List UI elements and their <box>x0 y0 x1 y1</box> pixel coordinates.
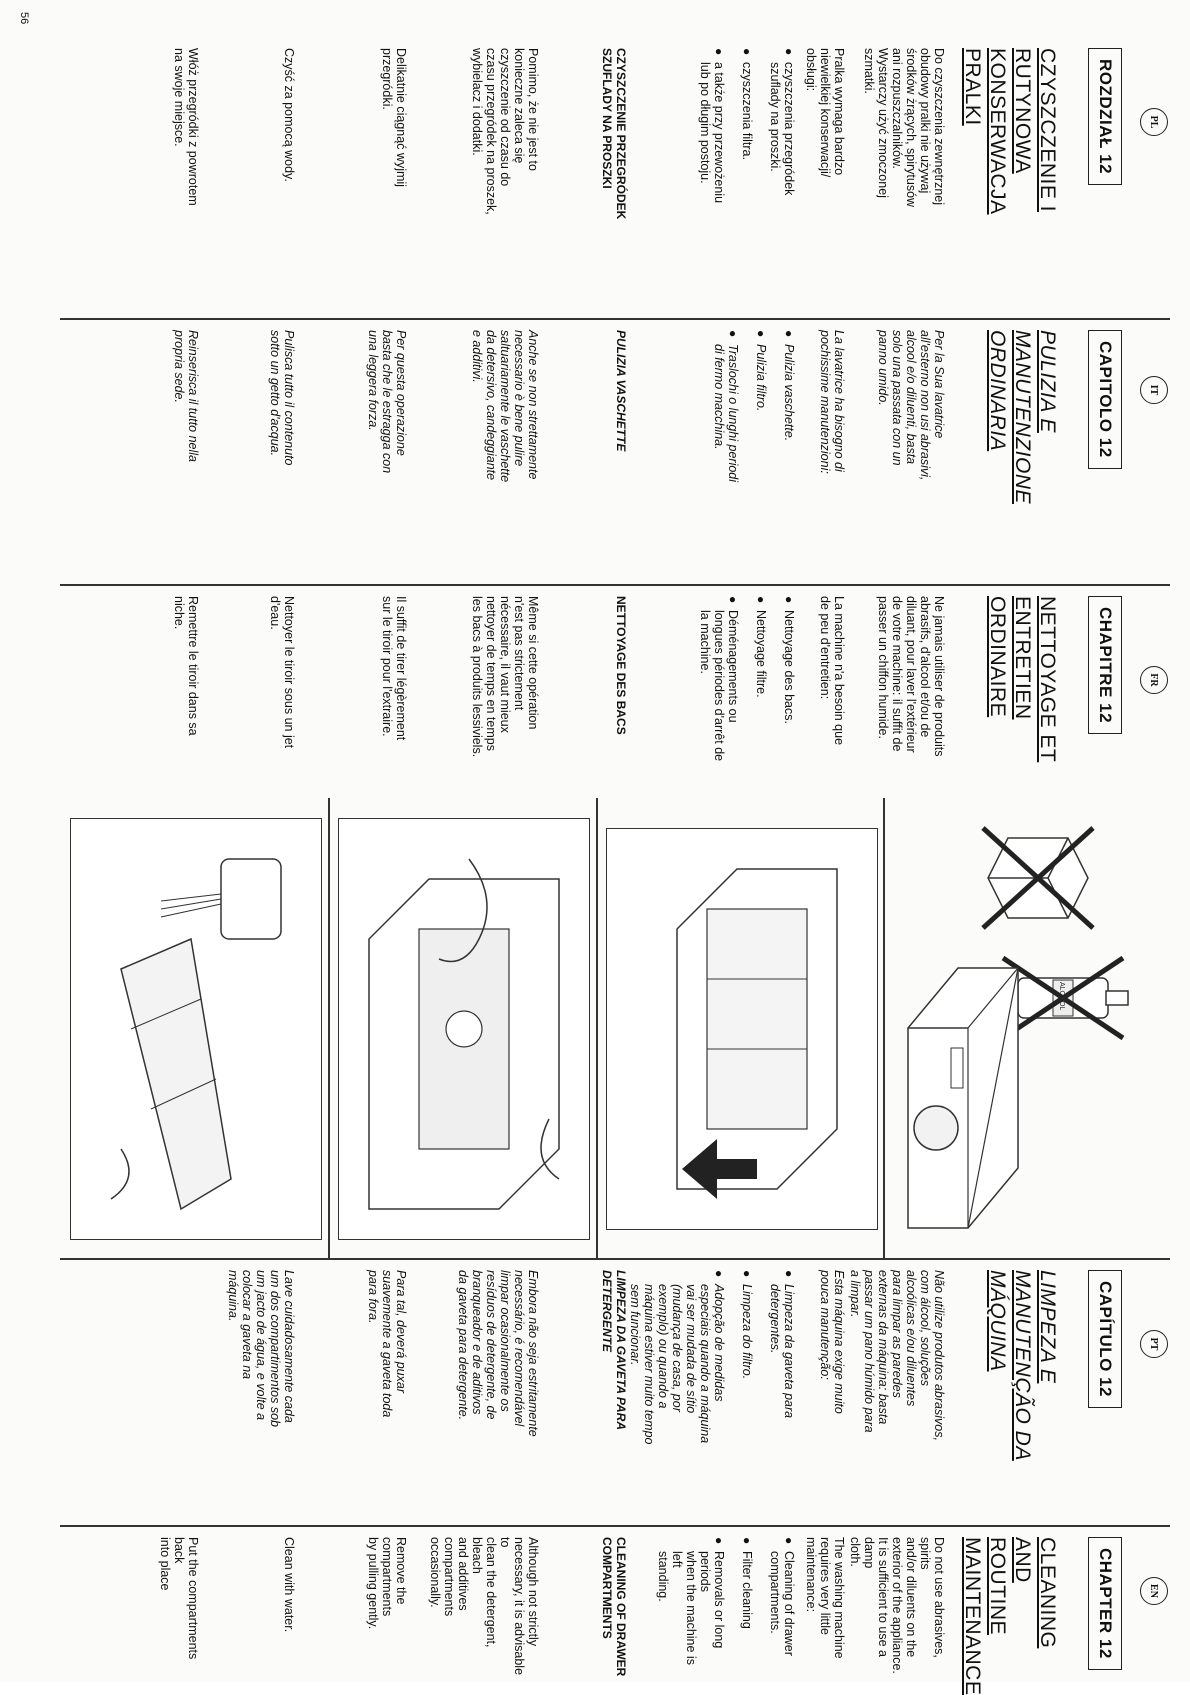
chapter-title: CZYSZCZENIE I RUTYNOWA KONSERWACJA PRALKI <box>961 48 1059 215</box>
paragraph: Włóż przegródki z powrotem na swoje miejsce. <box>172 48 200 206</box>
rinse-illustration <box>70 818 322 1240</box>
paragraph: Lave cuidadosamente cada um dos compartimentos sob um jacto de água, e volte a colocar a gaveta na máquina. <box>226 1270 296 1428</box>
list-item: ● a także przy przewożeniu lub po długim postoju. <box>698 48 726 203</box>
list-item: ● Déménagements ou longues périodes d'arrêt de la machine. <box>698 596 740 761</box>
chapter-title: NETTOYAGE ET ENTRETIEN ORDINAIRE <box>986 596 1059 763</box>
list-item: ● Pulizia vaschette. <box>782 330 796 482</box>
divider <box>329 798 331 1258</box>
language-badge: EN <box>1140 1577 1168 1605</box>
section-heading: NETTOYAGE DES BACS <box>614 596 628 735</box>
intro-text: Ne jamais utiliser de produits abrasifs, d'alcool et/ou de diluant, pour laver l'extérieur de votre machine: il suffit de passer un chiffon humide. <box>876 596 946 757</box>
paragraph: Pomimo, że nie jest to konieczne zaleca się czyszczenie od czasu do czasu przegródek na proszek, wybielacz i dodatki. <box>470 48 540 215</box>
list-item: ● Cleaning of drawer compartments. <box>768 1537 796 1677</box>
paragraph: Remove the compartments by pulling gently. <box>366 1537 408 1630</box>
list-item: ● czyszczenia przegródek szuflady na proszki. <box>768 48 796 203</box>
list-item: ● Limpeza do filtro. <box>740 1270 754 1445</box>
list-item: ● Nettoyage filtre. <box>754 596 768 761</box>
maintenance-list <box>614 1270 796 1445</box>
chapter-label: CAPITOLO 12 <box>1088 330 1122 469</box>
maintenance-list <box>684 48 796 203</box>
list-item: ● Limpeza da gaveta para detergentes. <box>768 1270 796 1445</box>
column-en <box>28 1537 1168 1695</box>
column-fr <box>28 596 1168 796</box>
paragraph: Même si cette opération n'est pas strictement nécessaire, il vaut mieux nettoyer de temps en temps les bacs à produits lessiviels. <box>470 596 540 758</box>
paragraph: Il suffit de tirer légèrement sur le tiroir pour l'extraire. <box>380 596 408 741</box>
remove-compartments-illustration <box>338 818 590 1240</box>
column-divider <box>60 1258 1170 1260</box>
intro-text: Per la Sua lavatrice all'esterno non usi abrasivi, alcool e/o diluenti, basta solo una passata con un panno umido. <box>876 330 946 481</box>
column-pl <box>28 48 1168 308</box>
list-item: ● Removals or long periods when the machine is left standing. <box>656 1537 726 1677</box>
chapter-title: PULIZIA E MANUTENZIONE ORDINARIA <box>986 330 1059 504</box>
chapter-title: CLEANING AND ROUTINE MAINTENANCE <box>961 1537 1059 1695</box>
intro-text: Não utilize produtos abrasivos, com álcool, soluções alcoólicas e/ou diluentes para limpar as paredes externas da máquina: basta passar um pano húmido para a limpar. <box>848 1270 946 1441</box>
list-item: ● Pulizia filtro. <box>754 330 768 482</box>
paragraph: Para tal, deverá puxar suavemente a gaveta toda para fora. <box>366 1270 408 1418</box>
maintenance-list <box>698 330 796 482</box>
paragraph: Embora não seja estritamente necessário, é recomendável limpar ocasionalmente os resíduos de detergente, de branqueador e de aditivos da gaveta para detergente. <box>456 1270 540 1437</box>
maintenance-needs: Pralka wymaga bardzo niewielkiej konserwacji/ obsługi: <box>804 48 846 178</box>
paragraph: Clean with water. <box>282 1537 296 1633</box>
alcohol-bottle-icon <box>1003 958 1128 1038</box>
section-heading: LIMPEZA DA GAVETA PARA DETERGENTE <box>600 1270 628 1430</box>
maintenance-needs: Esta máquina exige muito pouca manutenção: <box>818 1270 846 1414</box>
chapter-label: ROZDZIAŁ 12 <box>1088 48 1122 185</box>
divider <box>884 798 886 1258</box>
warning-illustration <box>898 808 1168 1248</box>
list-item: ● Traslochi o lunghi periodi di fermo macchina. <box>712 330 740 482</box>
list-item: ● Nettoyage des bacs. <box>782 596 796 761</box>
paragraph: Anche se non strettamente necessario è bene pulire saltuariamente le vaschette da detersivo, candeggiante e additivi. <box>470 330 540 483</box>
intro-text: Do not use abrasives, spirits and/or diluents on the exterior of the appliance. It is sufficient to use a damp cloth. <box>848 1537 946 1674</box>
tap-icon <box>221 859 281 939</box>
chapter-label: CHAPTER 12 <box>1088 1537 1122 1670</box>
paragraph: Remettre le tiroir dans sa niche. <box>172 596 200 736</box>
paragraph: Reinserisca il tutto nella propria sede. <box>172 330 200 463</box>
paragraph: Delikatnie ciągnąć wyjmij przegródki. <box>380 48 408 187</box>
drawer-pull-illustration <box>606 828 878 1230</box>
column-it <box>28 330 1168 580</box>
section-heading: PULIZIA VASCHETTE <box>614 330 628 452</box>
section-heading: CLEANING OF DRAWER COMPARTMENTS <box>600 1537 628 1677</box>
list-item: ● Filter cleaning <box>740 1537 754 1677</box>
abrasive-box-icon <box>983 828 1093 928</box>
bottle-label: ALCOOL <box>1058 982 1065 1011</box>
chapter-label: CAPÍTULO 12 <box>1088 1270 1122 1408</box>
paragraph: Although not strictly necessary, it is advisable to clean the detergent, bleach and additives compartments occasionally. <box>428 1537 540 1676</box>
paragraph: Czyść za pomocą wody. <box>282 48 296 182</box>
language-badge: FR <box>1140 666 1168 694</box>
paragraph: Put the compartments back into place <box>158 1537 200 1660</box>
column-divider <box>60 584 1170 586</box>
intro-text: Do czyszczenia zewnętrznej obudowy pralki nie używaj środków żrących, spirytusów ani rozpuszczalników. Wystarczy użyć zmoczonej szmatki. <box>862 48 946 208</box>
page-number: 56 <box>18 12 30 25</box>
maintenance-needs: The washing machine requires very little maintenance: <box>804 1537 846 1659</box>
paragraph: Nettoyer le tiroir sous un jet d'eau. <box>268 596 296 749</box>
chapter-label: CHAPITRE 12 <box>1088 596 1122 734</box>
section-heading: CZYSZCZENIE PRZEGRÓDEK SZUFLADY NA PROSZKI <box>600 48 628 220</box>
maintenance-needs: La lavatrice ha bisogno di pochissime manutenzioni: <box>818 330 846 474</box>
illustration-panel <box>58 808 1168 1248</box>
column-pt <box>28 1270 1168 1520</box>
maintenance-list <box>684 596 796 761</box>
maintenance-needs: La machine n'a besoin que de peu d'entretien: <box>818 596 846 746</box>
list-item: ● czyszczenia filtra. <box>740 48 754 203</box>
list-item: ● Adopção de medidas especiais quando a máquina vai ser mudada de sítio (mudança de casa, por exemplo) ou quando a máquina estiver muito tempo sem funcionar. <box>628 1270 726 1445</box>
column-divider <box>60 1525 1170 1527</box>
maintenance-list <box>642 1537 796 1677</box>
washing-machine-icon <box>908 968 1018 1228</box>
paragraph: Per questa operazione basta che le estragga con una leggera forza. <box>366 330 408 474</box>
language-badge: PL <box>1140 108 1168 136</box>
language-badge: IT <box>1140 376 1168 404</box>
divider <box>597 798 599 1258</box>
language-badge: PT <box>1140 1330 1168 1358</box>
column-divider <box>60 318 1170 320</box>
paragraph: Pulisca tutto il contenuto sotto un getto d'acqua. <box>268 330 296 466</box>
chapter-title: LIMPEZA E MANUTENÇÃO DA MÁQUINA <box>986 1270 1059 1461</box>
